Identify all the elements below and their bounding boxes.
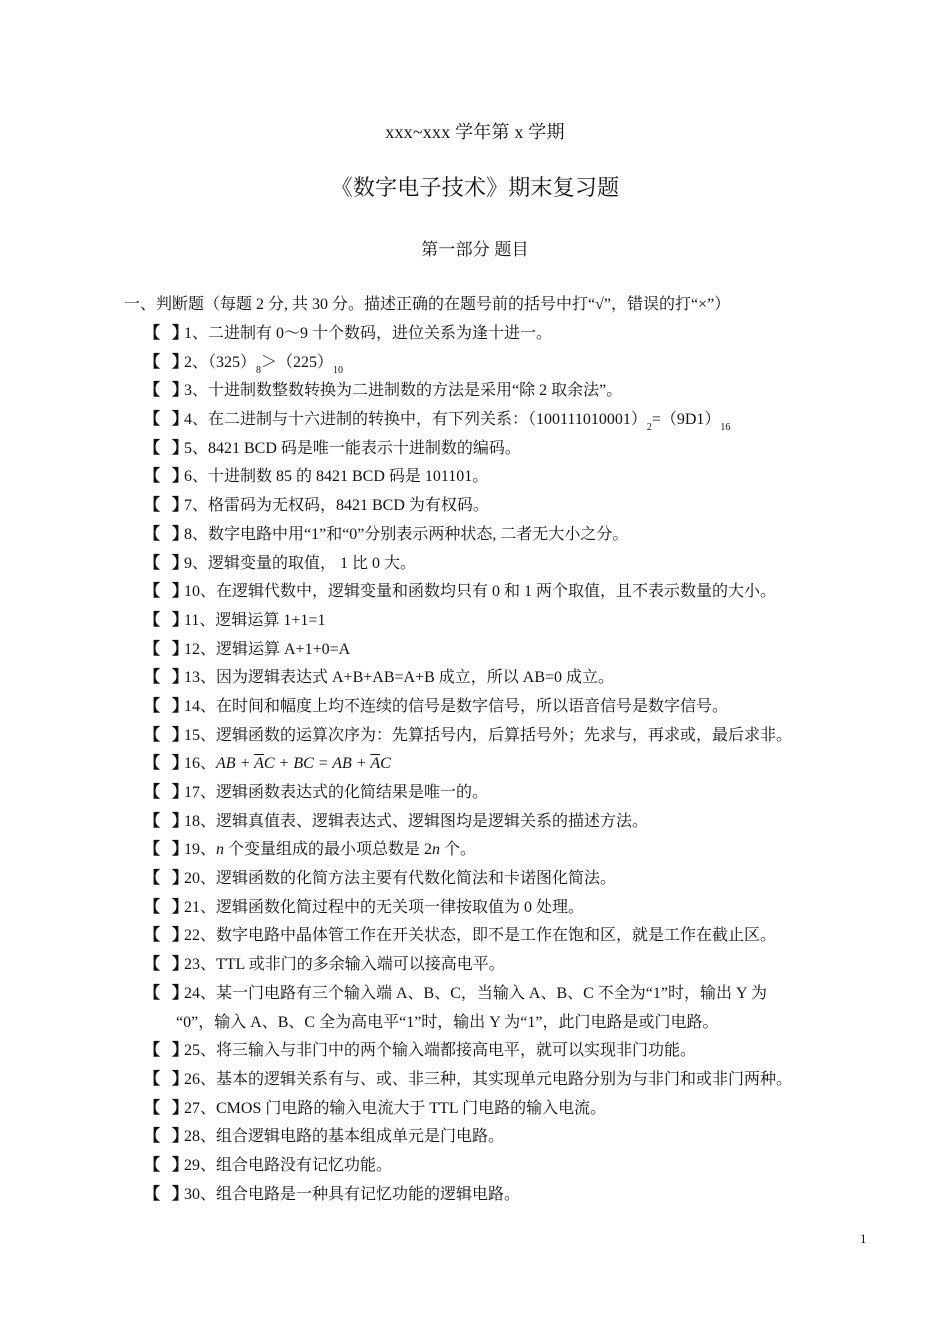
question-item-16 xyxy=(144,750,874,779)
answer-bracket-open: 【 xyxy=(144,784,161,801)
question-text: 2、（325） xyxy=(184,353,257,371)
answer-bracket-close: 】 xyxy=(172,784,189,801)
question-item-18 xyxy=(144,808,874,837)
answer-bracket-close: 】 xyxy=(172,1042,189,1060)
answer-bracket-close: 】 xyxy=(172,382,189,400)
question-text: 14、在时间和幅度上均不连续的信号是数字信号，所以语音信号是数字信号。 xyxy=(184,697,729,715)
question-text: 20、逻辑函数的化简方法主要有代数化简法和卡诺图化简法。 xyxy=(184,870,617,888)
answer-bracket-open: 【 xyxy=(144,554,161,572)
answer-bracket-close: 】 xyxy=(172,611,189,629)
variable-n: n xyxy=(216,841,225,859)
answer-bracket-open: 【 xyxy=(144,411,161,429)
answer-bracket-close: 】 xyxy=(172,927,189,945)
answer-bracket-close: 】 xyxy=(172,353,189,371)
answer-bracket-close: 】 xyxy=(172,1070,189,1088)
answer-bracket-open: 【 xyxy=(144,1156,161,1174)
question-text: 5、8421 BCD 码是唯一能表示十进制数的编码。 xyxy=(184,439,521,457)
question-text: 25、将三输入与非门中的两个输入端都接高电平，就可以实现非门功能。 xyxy=(184,1042,697,1060)
answer-bracket-open: 【 xyxy=(144,640,161,658)
question-text: 13、因为逻辑表达式 A+B+AB=A+B 成立，所以 AB=0 成立。 xyxy=(184,669,615,687)
answer-bracket-open: 【 xyxy=(144,1099,161,1117)
answer-bracket-open: 【 xyxy=(144,898,161,916)
formula-part: C xyxy=(380,755,391,773)
question-text: 18、逻辑真值表、逻辑表达式、逻辑图均是逻辑关系的描述方法。 xyxy=(184,812,649,830)
base-subscript: 16 xyxy=(720,422,731,434)
question-item-28 xyxy=(144,1123,874,1152)
question-text: 6、十进制数 85 的 8421 BCD 码是 101101。 xyxy=(184,468,489,486)
answer-bracket-open: 【 xyxy=(144,755,161,773)
question-item-11 xyxy=(144,607,874,636)
answer-bracket-close: 】 xyxy=(172,841,189,859)
question-text: =（9D1） xyxy=(651,411,721,429)
question-text: 30、组合电路是一种具有记忆功能的逻辑电路。 xyxy=(184,1185,521,1203)
formula-part: AB + xyxy=(216,755,255,773)
question-text: 22、数字电路中晶体管工作在开关状态，即不是工作在饱和区，就是工作在截止区。 xyxy=(184,927,777,945)
question-text: 24、某一门电路有三个输入端 A、B、C，当输入 A、B、C 不全为“1”时，输出 Y 为 xyxy=(184,984,767,1002)
question-label: 16、 xyxy=(184,755,217,773)
answer-bracket-open: 【 xyxy=(144,927,161,945)
answer-bracket-close: 】 xyxy=(172,640,189,658)
answer-bracket-open: 【 xyxy=(144,353,161,371)
section-title-true-false: 一、判断题（每题 2 分, 共 30 分。描述正确的在题号前的括号中打“√”，错误的打“×”） xyxy=(124,296,731,313)
answer-bracket-open: 【 xyxy=(144,382,161,400)
answer-bracket-open: 【 xyxy=(144,439,161,457)
answer-bracket-open: 【 xyxy=(144,525,161,543)
question-text: 19、 xyxy=(184,841,217,859)
answer-bracket-open: 【 xyxy=(144,841,161,859)
question-text: 29、组合电路没有记忆功能。 xyxy=(184,1156,393,1174)
question-text: 23、TTL 或非门的多余输入端可以接高电平。 xyxy=(184,956,505,974)
question-text: 28、组合逻辑电路的基本组成单元是门电路。 xyxy=(184,1128,505,1146)
page-number: 1 xyxy=(860,1231,867,1246)
question-text: 15、逻辑函数的运算次序为：先算括号内，后算括号外；先求与，再求或，最后求非。 xyxy=(184,726,793,744)
answer-bracket-open: 【 xyxy=(144,1070,161,1088)
answer-bracket-close: 】 xyxy=(172,325,189,342)
question-item-21 xyxy=(144,894,874,923)
answer-bracket-close: 】 xyxy=(172,669,189,687)
question-item-4 xyxy=(144,406,874,435)
course-title: 《数字电子技术》期末复习题 xyxy=(330,175,620,200)
answer-bracket-open: 【 xyxy=(144,984,161,1002)
question-text: 27、CMOS 门电路的输入电流大于 TTL 门电路的输入电流。 xyxy=(184,1099,607,1117)
question-item-27 xyxy=(144,1095,874,1124)
answer-bracket-close: 】 xyxy=(172,497,189,515)
question-item-24 xyxy=(144,980,874,1037)
base-subscript: 2 xyxy=(646,422,652,434)
question-item-14 xyxy=(144,693,874,722)
question-item-29 xyxy=(144,1152,874,1181)
question-item-5 xyxy=(144,435,874,464)
answer-bracket-open: 【 xyxy=(144,1128,161,1146)
question-item-13 xyxy=(144,664,874,693)
answer-bracket-open: 【 xyxy=(144,325,161,342)
question-text-continued: “0”，输入 A、B、C 全为高电平“1”时，输出 Y 为“1”，此门电路是或门电路。 xyxy=(176,1013,719,1031)
answer-bracket-close: 】 xyxy=(172,726,189,744)
semester-heading: xxx~xxx 学年第 x 学期 xyxy=(385,122,565,142)
question-text: 1、二进制有 0～9 十个数码，进位关系为逢十进一。 xyxy=(184,325,553,342)
answer-bracket-close: 】 xyxy=(172,583,189,601)
answer-bracket-open: 【 xyxy=(144,697,161,715)
answer-bracket-close: 】 xyxy=(172,956,189,974)
answer-bracket-open: 【 xyxy=(144,726,161,744)
question-list xyxy=(144,320,874,1209)
question-text: 个。 xyxy=(440,841,477,859)
answer-bracket-close: 】 xyxy=(172,898,189,916)
question-item-19 xyxy=(144,836,874,865)
question-item-1 xyxy=(144,320,874,349)
answer-bracket-open: 【 xyxy=(144,669,161,687)
question-text: 10、在逻辑代数中，逻辑变量和函数均只有 0 和 1 两个取值，且不表示数量的大小。 xyxy=(184,583,777,601)
question-item-17 xyxy=(144,779,874,808)
answer-bracket-close: 】 xyxy=(172,525,189,543)
question-item-12 xyxy=(144,636,874,665)
question-text: 8、数字电路中用“1”和“0”分别表示两种状态, 二者无大小之分。 xyxy=(184,525,629,543)
answer-bracket-close: 】 xyxy=(172,1099,189,1117)
question-item-9 xyxy=(144,550,874,579)
part-title: 第一部分 题目 xyxy=(421,240,529,259)
question-item-10 xyxy=(144,578,874,607)
answer-bracket-close: 】 xyxy=(172,439,189,457)
question-item-8 xyxy=(144,521,874,550)
base-subscript: 8 xyxy=(256,364,262,376)
question-text: 12、逻辑运算 A+1+0=A xyxy=(184,640,351,658)
answer-bracket-open: 【 xyxy=(144,870,161,888)
question-item-3 xyxy=(144,377,874,406)
answer-bracket-open: 【 xyxy=(144,468,161,486)
variable-n: n xyxy=(432,841,441,859)
answer-bracket-close: 】 xyxy=(172,468,189,486)
answer-bracket-close: 】 xyxy=(172,1185,189,1203)
question-text: 11、逻辑运算 1+1=1 xyxy=(184,611,326,629)
question-text: 7、格雷码为无权码，8421 BCD 为有权码。 xyxy=(184,497,489,515)
question-text: 21、逻辑函数化简过程中的无关项一律按取值为 0 处理。 xyxy=(184,898,585,916)
question-item-15 xyxy=(144,722,874,751)
answer-bracket-close: 】 xyxy=(172,1156,189,1174)
question-item-7 xyxy=(144,492,874,521)
answer-bracket-open: 【 xyxy=(144,583,161,601)
question-item-25 xyxy=(144,1037,874,1066)
logic-formula xyxy=(216,755,391,772)
formula-complement: $\overline{A}$ xyxy=(370,755,381,773)
answer-bracket-close: 】 xyxy=(172,755,189,773)
answer-bracket-open: 【 xyxy=(144,611,161,629)
question-item-30 xyxy=(144,1181,874,1210)
answer-bracket-close: 】 xyxy=(172,870,189,888)
answer-bracket-close: 】 xyxy=(172,554,189,572)
question-item-23 xyxy=(144,951,874,980)
question-text: 17、逻辑函数表达式的化简结果是唯一的。 xyxy=(184,784,489,801)
question-item-26 xyxy=(144,1066,874,1095)
question-text: 4、在二进制与十六进制的转换中，有下列关系：（100111010001） xyxy=(184,411,647,429)
question-text: 3、十进制数整数转换为二进制数的方法是采用“除 2 取余法”。 xyxy=(184,382,623,400)
question-item-6 xyxy=(144,463,874,492)
answer-bracket-open: 【 xyxy=(144,1042,161,1060)
answer-bracket-open: 【 xyxy=(144,812,161,830)
answer-bracket-close: 】 xyxy=(172,1128,189,1146)
formula-complement: $\overline{A}$ xyxy=(254,755,264,773)
answer-bracket-open: 【 xyxy=(144,497,161,515)
answer-bracket-close: 】 xyxy=(172,697,189,715)
question-item-22 xyxy=(144,922,874,951)
question-text: 26、基本的逻辑关系有与、或、非三种，其实现单元电路分别为与非门和或非门两种。 xyxy=(184,1070,793,1088)
answer-bracket-open: 【 xyxy=(144,1185,161,1203)
question-text: 9、逻辑变量的取值， 1 比 0 大。 xyxy=(184,554,417,572)
question-item-2 xyxy=(144,349,874,378)
answer-bracket-close: 】 xyxy=(172,411,189,429)
question-text: 个变量组成的最小项总数是 2 xyxy=(224,841,433,859)
formula-part: C + BC = AB + xyxy=(263,755,371,773)
question-item-20 xyxy=(144,865,874,894)
answer-bracket-close: 】 xyxy=(172,984,189,1002)
answer-bracket-close: 】 xyxy=(172,812,189,830)
base-subscript: 10 xyxy=(333,364,344,376)
question-text: ＞（225） xyxy=(261,353,334,371)
answer-bracket-open: 【 xyxy=(144,956,161,974)
